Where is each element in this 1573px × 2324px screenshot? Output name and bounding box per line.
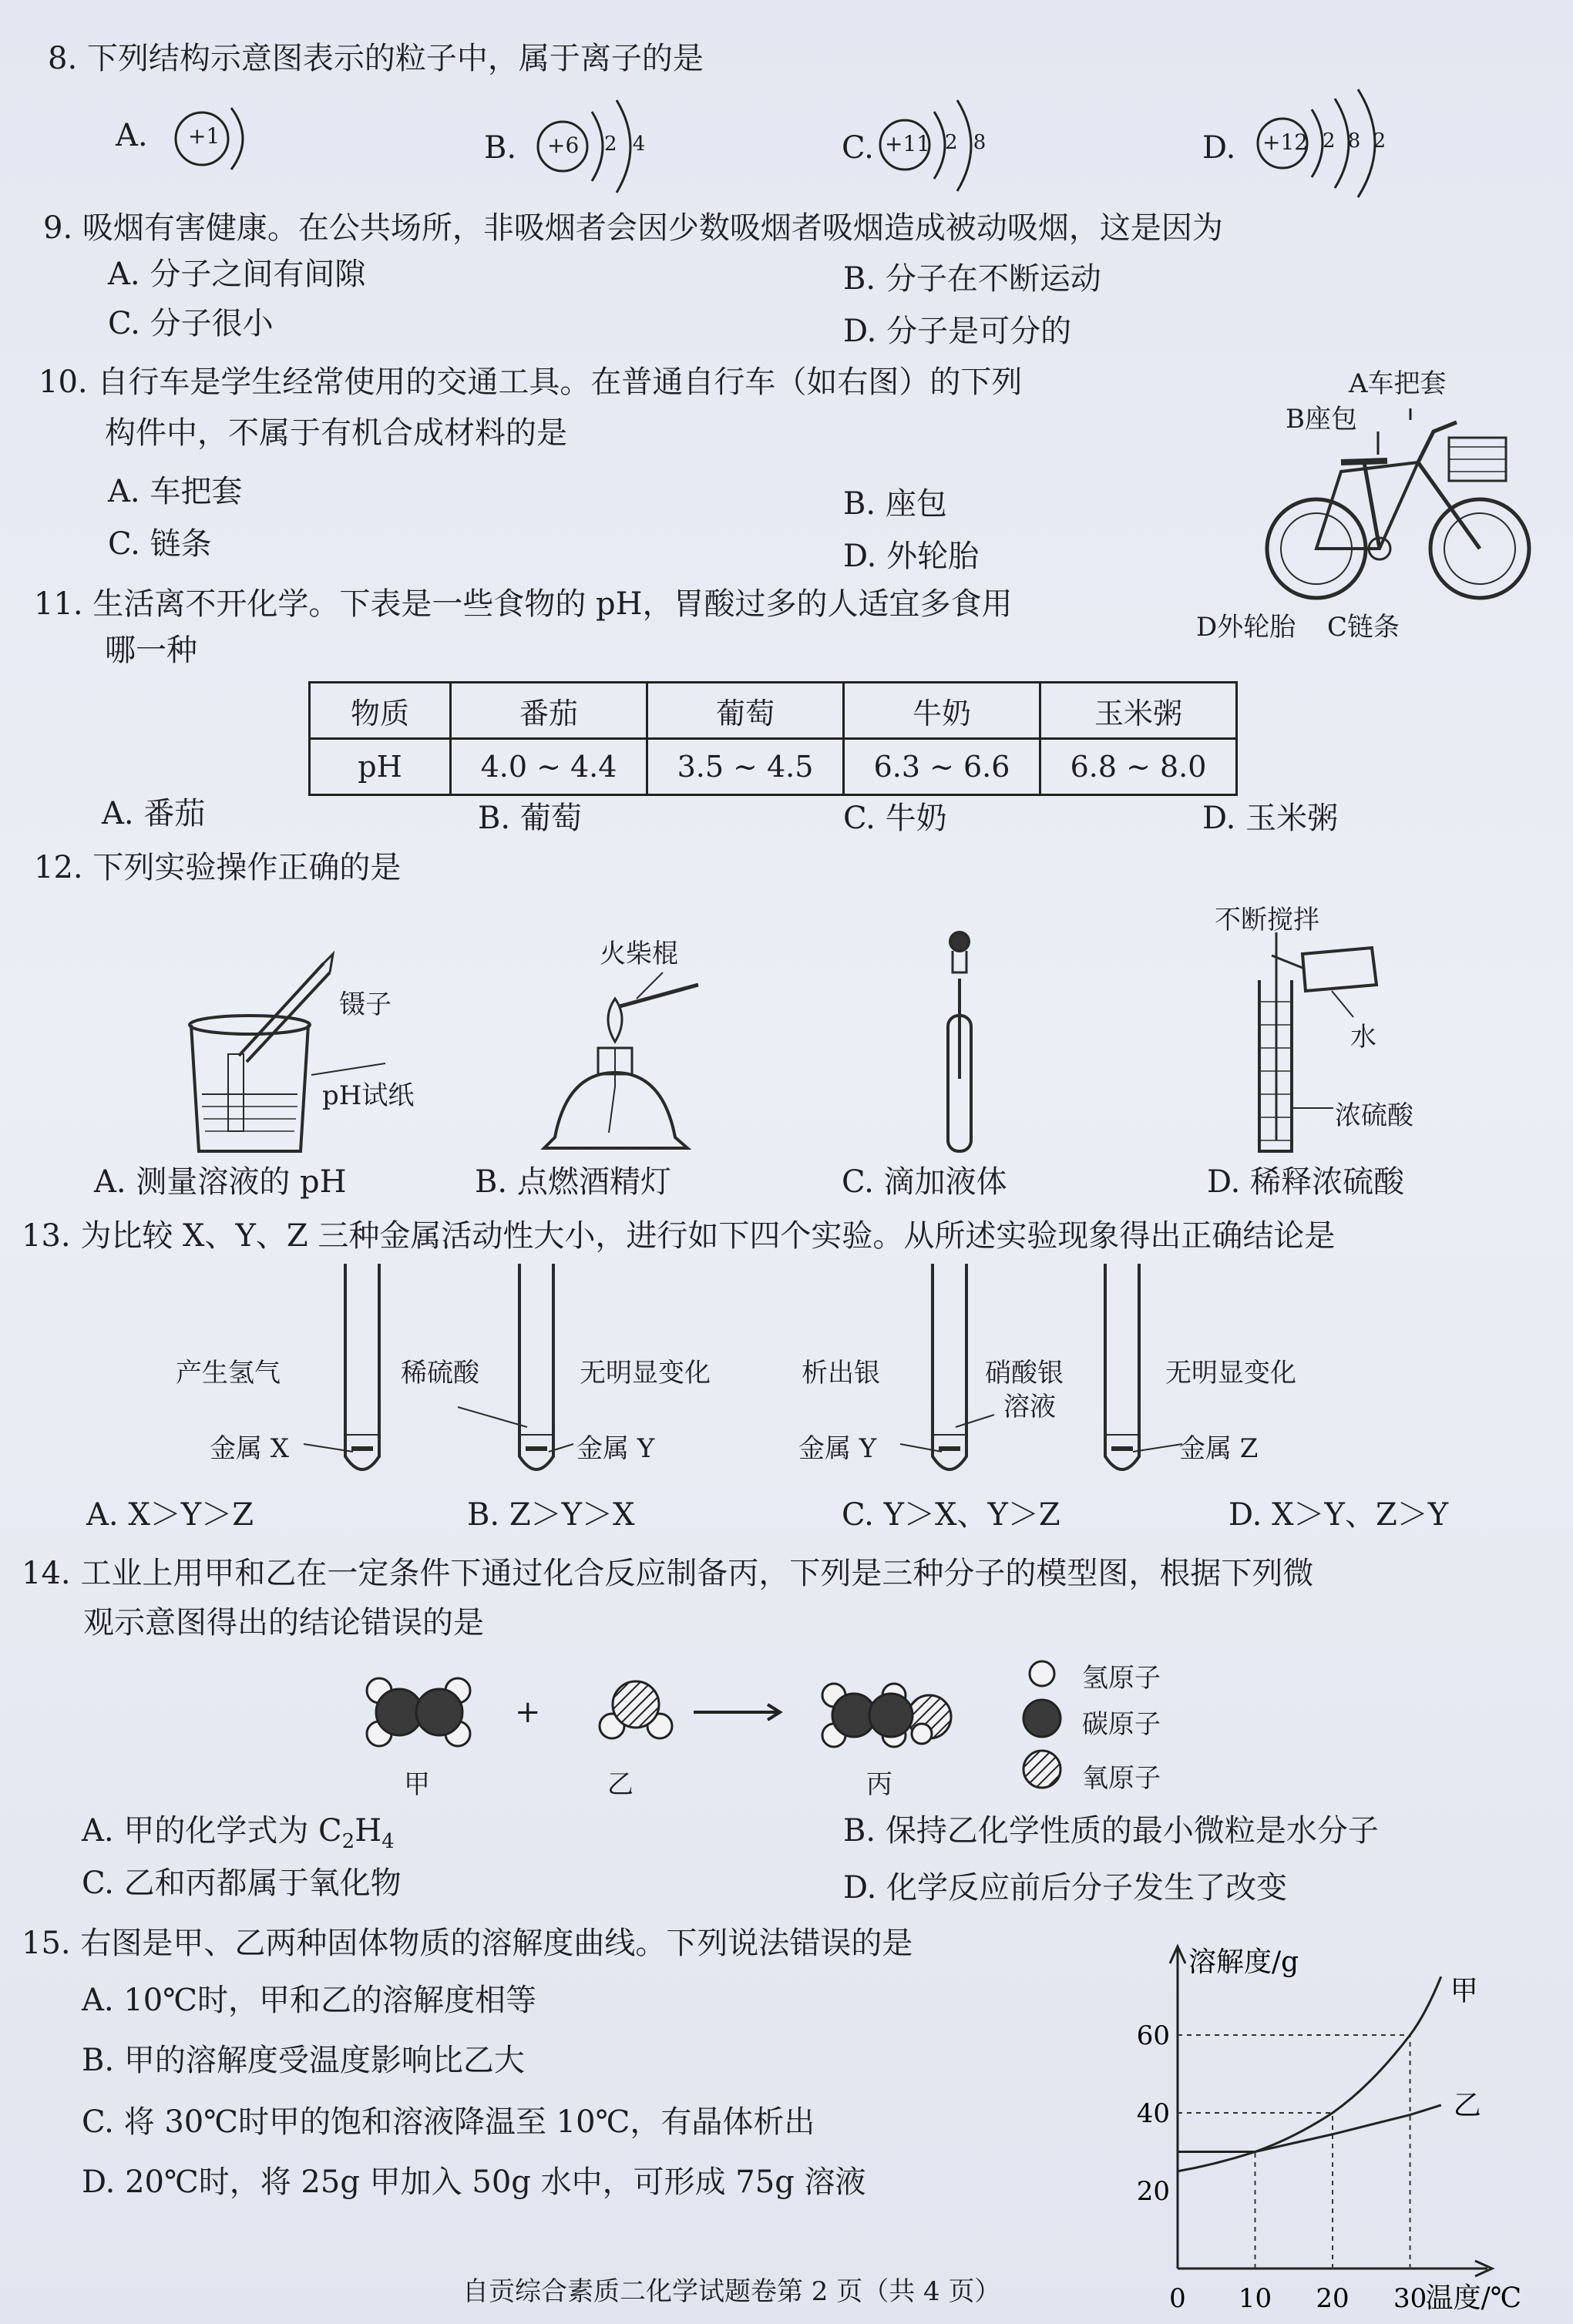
chart-axes <box>1170 1946 1492 2276</box>
label-silver-precipitate: 析出银 <box>802 1358 880 1389</box>
ph-table-cell: 6.8 ~ 8.0 <box>1040 739 1237 795</box>
q11-option-d: D. 玉米粥 <box>1202 801 1339 836</box>
q12-option-a: A. 测量溶液的 pH <box>94 1164 347 1200</box>
q14-option-a-text: A. 甲的化学式为 C <box>82 1813 342 1849</box>
ph-table-header-cell: 牛奶 <box>844 683 1040 739</box>
q13-option-b: B. Z＞Y＞X <box>467 1497 635 1533</box>
q10-option-b: B. 座包 <box>843 486 947 522</box>
q12-option-b: B. 点燃酒精灯 <box>475 1164 671 1200</box>
q15-option-b: B. 甲的溶解度受温度影响比乙大 <box>82 2043 525 2078</box>
q13-option-d: D. X＞Y、Z＞Y <box>1228 1497 1449 1533</box>
atom-b-nucleus-label: +6 <box>547 133 580 158</box>
ph-table-cell: 6.3 ~ 6.6 <box>844 739 1040 795</box>
bicycle-label-c: C链条 <box>1327 612 1400 643</box>
q10-option-c: C. 链条 <box>108 526 212 562</box>
label-no-change-1: 无明显变化 <box>580 1358 711 1389</box>
chart-ylabel: 溶解度/g <box>1188 1946 1299 1978</box>
label-no-change-2: 无明显变化 <box>1165 1358 1296 1389</box>
page-footer: 自贡综合素质二化学试题卷第 2 页（共 4 页） <box>462 2276 1001 2307</box>
q11-stem-line2: 哪一种 <box>105 633 197 668</box>
atom-b-shells: 2 4 <box>604 133 650 156</box>
label-dilute-sulfuric-acid: 稀硫酸 <box>401 1358 479 1389</box>
label-matchstick: 火柴棍 <box>600 939 678 969</box>
q15-stem: 15. 右图是甲、乙两种固体物质的溶解度曲线。下列说法错误的是 <box>22 1926 913 1961</box>
chart-y-tick-label: 60 <box>1136 2020 1170 2051</box>
label-ph-paper: pH试纸 <box>322 1080 415 1111</box>
q13-option-c: C. Y＞X、Y＞Z <box>842 1497 1060 1533</box>
label-bing: 丙 <box>866 1769 892 1800</box>
legend-carbon: 碳原子 <box>1082 1709 1161 1740</box>
q11-stem-line1: 11. 生活离不开化学。下表是一些食物的 pH，胃酸过多的人适宜多食用 <box>34 586 1013 622</box>
q10-option-a: A. 车把套 <box>108 474 243 509</box>
label-solution: 溶液 <box>1003 1392 1056 1422</box>
bicycle-label-d: D外轮胎 <box>1196 612 1296 643</box>
q12-option-c: C. 滴加液体 <box>842 1164 1007 1200</box>
q11-option-b: B. 葡萄 <box>478 801 582 836</box>
q14-stem-line2: 观示意图得出的结论错误的是 <box>83 1605 484 1641</box>
chart-series-label-jia: 甲 <box>1450 1975 1478 2007</box>
q14-option-b: B. 保持乙化学性质的最小微粒是水分子 <box>843 1813 1379 1849</box>
q10-stem-line1: 10. 自行车是学生经常使用的交通工具。在普通自行车（如右图）的下列 <box>39 364 1023 400</box>
q12-option-d: D. 稀释浓硫酸 <box>1207 1164 1405 1200</box>
label-silver-nitrate: 硝酸银 <box>985 1358 1064 1389</box>
q8-option-a: A. <box>116 118 148 153</box>
label-jia: 甲 <box>404 1769 430 1800</box>
legend-hydrogen: 氢原子 <box>1082 1663 1161 1694</box>
q14-formula-sub-1: 2 <box>341 1830 355 1853</box>
atom-a-nucleus-label: +1 <box>188 123 220 149</box>
q11-option-c: C. 牛奶 <box>843 801 947 836</box>
q14-formula-sub-2: 4 <box>381 1830 395 1853</box>
q9-option-c: C. 分子很小 <box>108 306 274 341</box>
q8-option-d: D. <box>1202 130 1236 166</box>
q12-stem: 12. 下列实验操作正确的是 <box>34 850 402 885</box>
q15-option-d: D. 20℃时，将 25g 甲加入 50g 水中，可形成 75g 溶液 <box>82 2164 866 2200</box>
chart-ticks <box>1137 2020 1427 2314</box>
ph-table-cell: pH <box>310 739 451 795</box>
label-metal-y-2: 金属 Y <box>798 1433 877 1464</box>
chart-x-tick-label: 0 <box>1169 2283 1186 2314</box>
label-metal-x: 金属 X <box>210 1433 290 1464</box>
chart-series-line-jia <box>1178 1976 1441 2171</box>
chart-series-line-yi <box>1178 2105 1441 2152</box>
q8-option-c: C. <box>842 130 874 166</box>
chart-x-tick-label: 20 <box>1316 2283 1349 2314</box>
q14-option-d: D. 化学反应前后分子发生了改变 <box>843 1870 1288 1906</box>
ph-table-header-cell: 番茄 <box>451 683 647 739</box>
chart-xlabel: 温度/℃ <box>1425 2282 1522 2314</box>
label-stir: 不断搅拌 <box>1215 905 1319 935</box>
ph-table-cell: 3.5 ~ 4.5 <box>647 739 844 795</box>
q8-stem: 8. 下列结构示意图表示的粒子中，属于离子的是 <box>48 41 704 76</box>
bicycle-label-a: A车把套 <box>1349 368 1447 399</box>
q14-formula-h: H <box>355 1813 382 1849</box>
atom-c-nucleus-label: +11 <box>885 131 931 156</box>
chart-y-tick-label: 40 <box>1136 2098 1170 2129</box>
q14-stem-line1: 14. 工业上用甲和乙在一定条件下通过化合反应制备丙，下列是三种分子的模型图，根据下列微 <box>22 1556 1314 1591</box>
q9-option-b: B. 分子在不断运动 <box>843 261 1101 297</box>
q13-stem: 13. 为比较 X、Y、Z 三种金属活动性大小，进行如下四个实验。从所述实验现象得出正确结论是 <box>22 1218 1336 1254</box>
q10-stem-line2: 构件中，不属于有机合成材料的是 <box>105 415 567 451</box>
label-water: 水 <box>1350 1022 1376 1053</box>
label-metal-z: 金属 Z <box>1179 1433 1259 1464</box>
q13-option-a: A. X＞Y＞Z <box>86 1497 254 1533</box>
chart-x-tick-label: 10 <box>1238 2283 1272 2314</box>
ph-table-header-cell: 玉米粥 <box>1040 683 1237 739</box>
q9-option-d: D. 分子是可分的 <box>843 314 1072 349</box>
chart-series <box>1178 1976 1441 2171</box>
q9-option-a: A. 分子之间有间隙 <box>108 257 366 292</box>
q14-option-c: C. 乙和丙都属于氧化物 <box>82 1866 402 1901</box>
ph-table-header-cell: 物质 <box>310 683 451 739</box>
q9-stem: 9. 吸烟有害健康。在公共场所，非吸烟者会因少数吸烟者吸烟造成被动吸烟，这是因为 <box>43 210 1223 246</box>
q11-option-a: A. 番茄 <box>102 796 206 831</box>
atom-d-nucleus-label: +12 <box>1262 129 1309 155</box>
legend-oxygen: 氧原子 <box>1082 1763 1161 1794</box>
q15-option-c: C. 将 30℃时甲的饱和溶液降温至 10℃，有晶体析出 <box>82 2104 815 2140</box>
chart-x-tick-label: 30 <box>1393 2283 1427 2314</box>
atom-c-shells: 2 8 <box>945 131 991 154</box>
chart-y-tick-label: 20 <box>1136 2176 1170 2207</box>
atom-d-shells: 2 8 2 <box>1323 129 1390 153</box>
q8-option-b: B. <box>484 130 517 166</box>
q10-option-d: D. 外轮胎 <box>843 539 980 574</box>
label-hydrogen: 产生氢气 <box>176 1358 281 1389</box>
label-conc-sulfuric-acid: 浓硫酸 <box>1335 1100 1413 1131</box>
ph-table-cell: 4.0 ~ 4.4 <box>451 739 647 795</box>
label-tweezers: 镊子 <box>339 989 392 1020</box>
label-yi: 乙 <box>607 1769 634 1800</box>
chart-series-label-yi: 乙 <box>1453 2089 1481 2121</box>
ph-table-header-cell: 葡萄 <box>647 683 844 739</box>
bicycle-label-b: B座包 <box>1286 404 1357 435</box>
q15-option-a: A. 10℃时，甲和乙的溶解度相等 <box>82 1983 536 2018</box>
plus-sign: + <box>515 1694 541 1730</box>
label-metal-y-1: 金属 Y <box>576 1433 655 1464</box>
